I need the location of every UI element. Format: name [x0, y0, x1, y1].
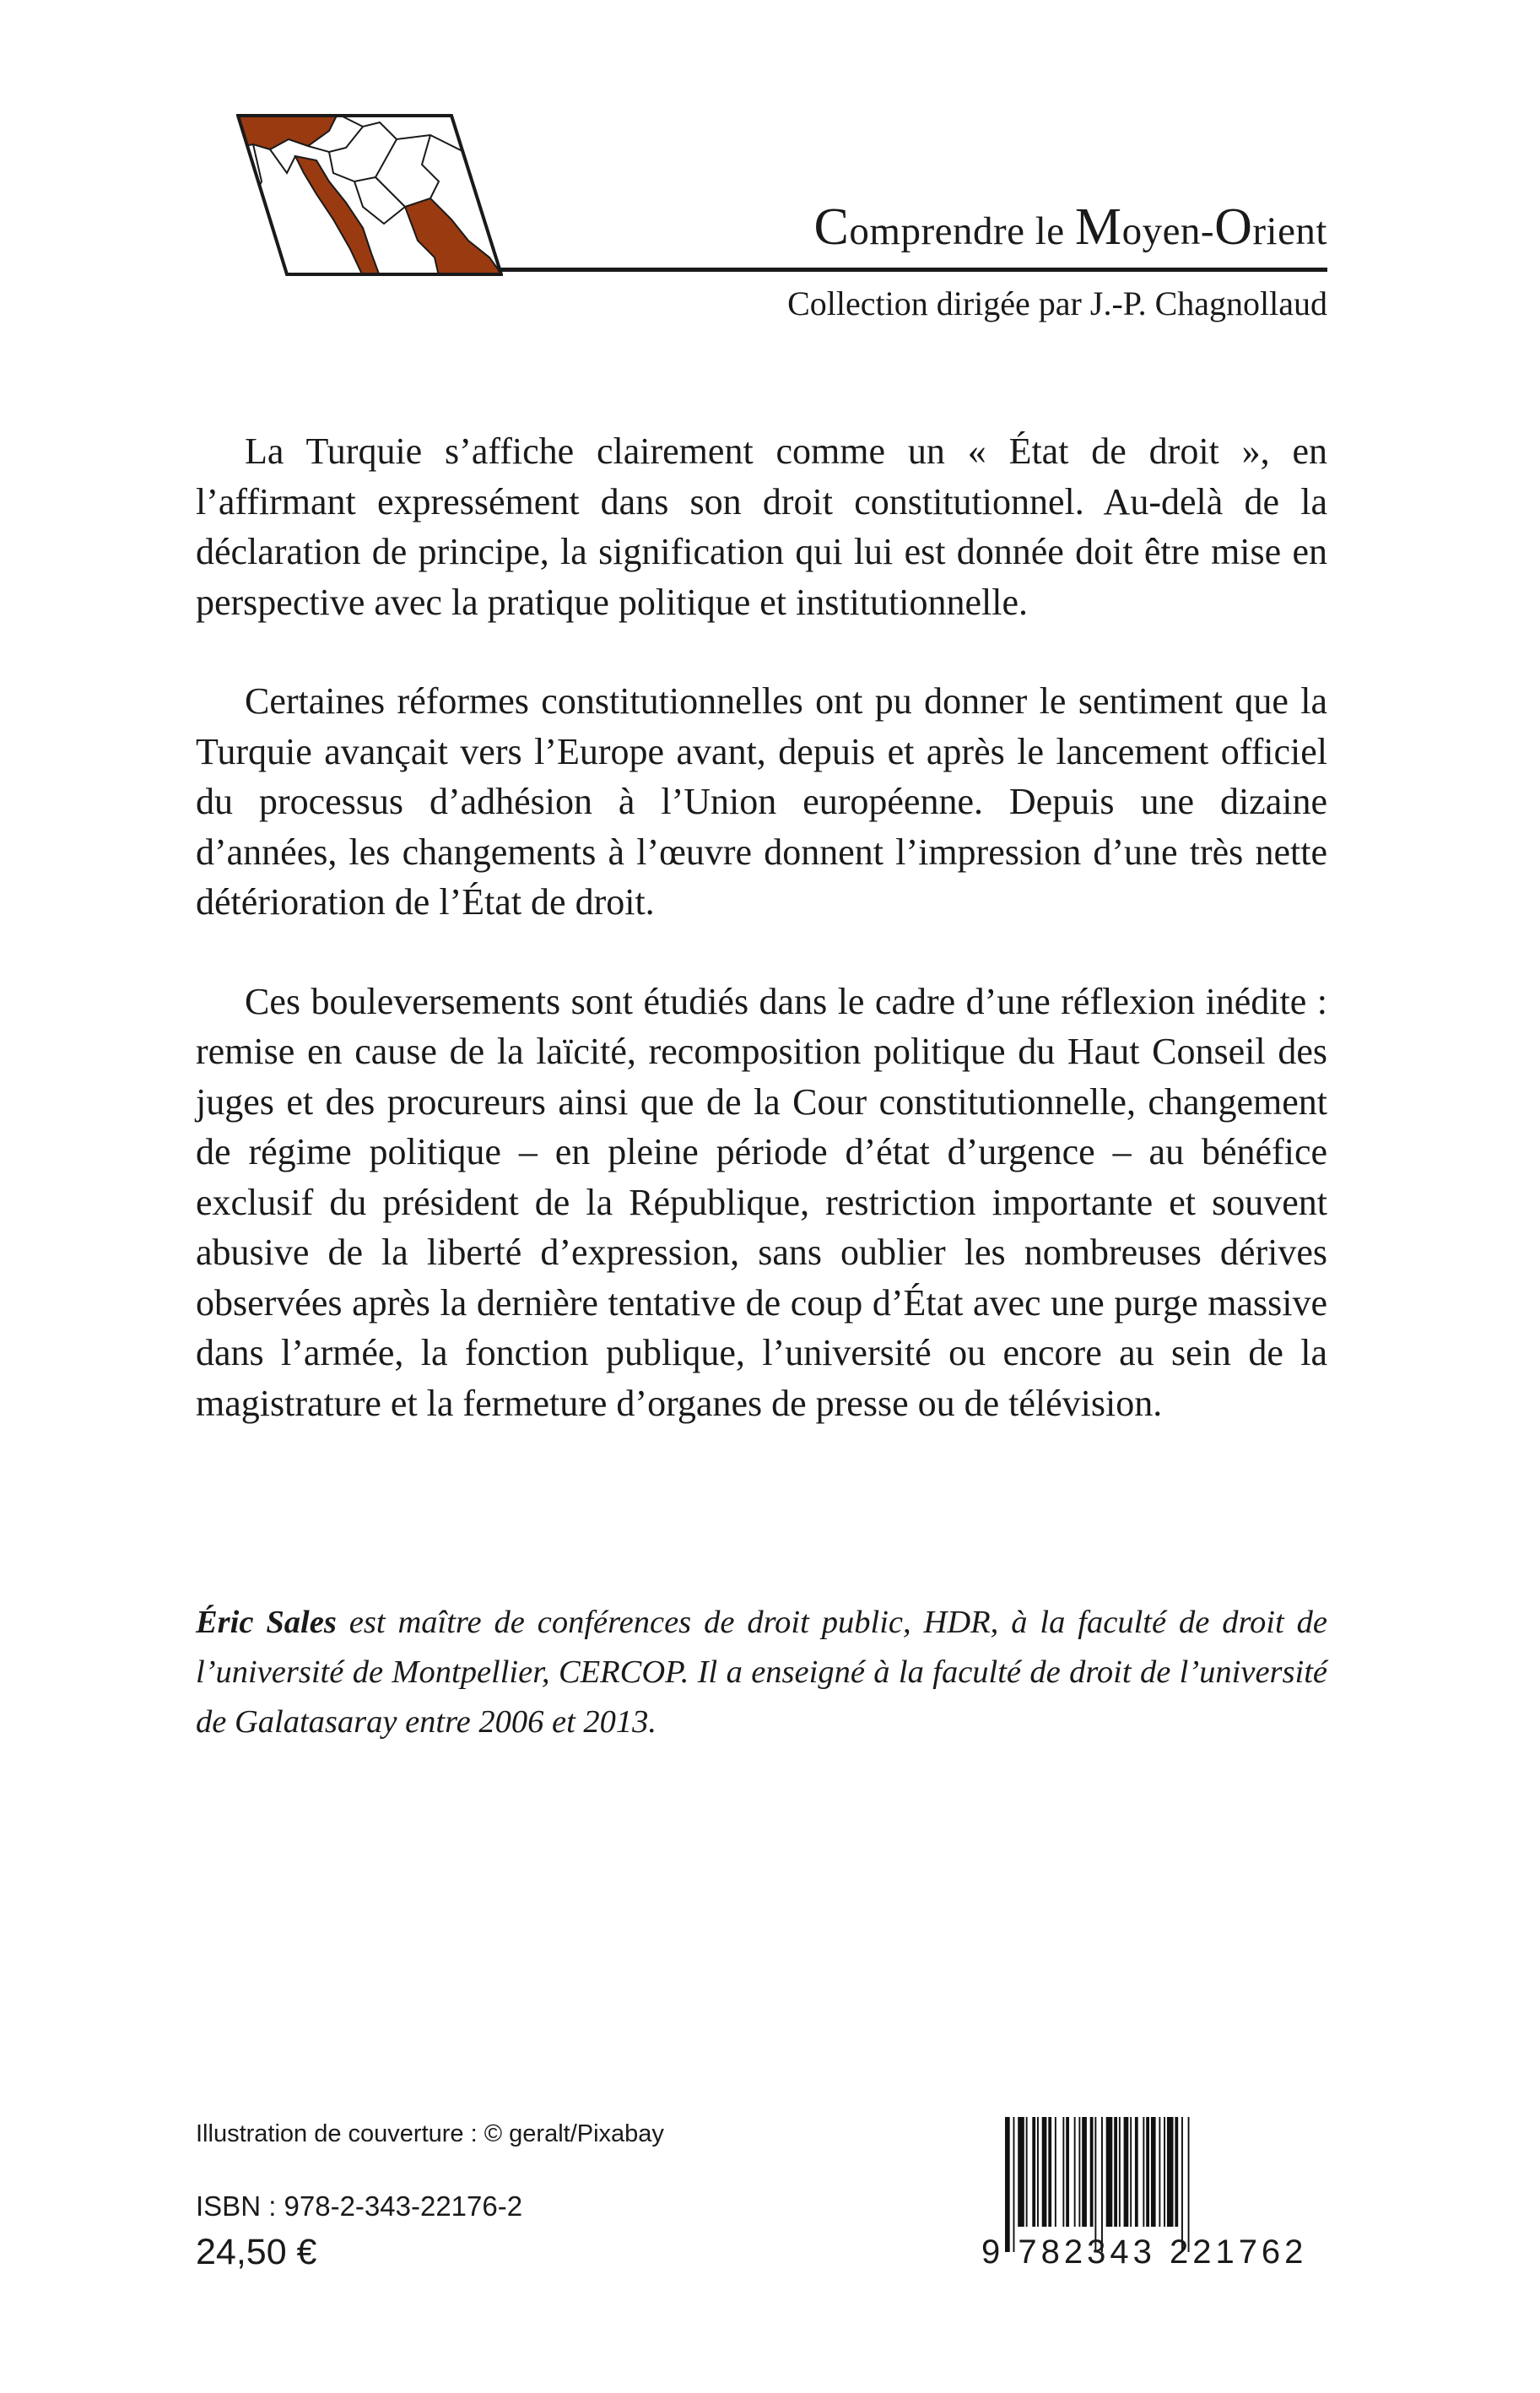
barcode-bar	[1135, 2117, 1138, 2227]
barcode-bar	[1032, 2117, 1035, 2227]
barcode-bar	[1074, 2117, 1076, 2227]
barcode-number: 9 782343 221762	[981, 2233, 1308, 2271]
barcode-bar	[1037, 2117, 1039, 2227]
barcode-bar	[1151, 2117, 1156, 2227]
isbn: ISBN : 978-2-343-22176-2	[196, 2190, 523, 2222]
blurb-paragraph: Certaines réformes constitutionnelles ont pu donner le sentiment que la Turquie avançait vers l’Europe avant, depuis et après le lancement officiel du processus d’adhésion à l’Union européenne. Depuis une dizaine d’années, les changements à l’œuvre donnent l’impression d’une très nette détérioration de l’État de droit.	[196, 680, 1327, 923]
collection-title-part: oyen-	[1121, 209, 1215, 253]
barcode-bar	[1130, 2117, 1132, 2227]
middle-east-map-icon	[236, 114, 503, 276]
barcode-bar	[1159, 2117, 1160, 2227]
barcode-bar	[1055, 2117, 1056, 2227]
barcode-bar	[1062, 2117, 1064, 2227]
barcode-bar	[1175, 2117, 1178, 2227]
author-bio-text: est maître de conférences de droit public, HDR, à la faculté de droit de l’université de Montpellier, CERCOP. Il a enseigné à la faculté de droit de l’université de Galatasaray entre 2006 et 2013.	[196, 1605, 1327, 1740]
cover-credit: Illustration de couverture : © geralt/Pixabay	[196, 2120, 664, 2147]
collection-title-part: O	[1214, 198, 1253, 256]
barcode-bar	[1018, 2117, 1024, 2227]
barcode-bar	[1146, 2117, 1149, 2227]
blurb-paragraph: La Turquie s’affiche clairement comme un « État de droit », en l’affirmant expressément dans son droit constitutionnel. Au-delà de la déclaration de principe, la signification qui lui est donnée doit être mise en perspective avec la pratique politique et institutionnelle.	[196, 430, 1327, 623]
collection-title-part: omprendre le	[849, 209, 1075, 253]
author-bio	[196, 1598, 1327, 1747]
price: 24,50 €	[196, 2232, 317, 2272]
collection-title	[591, 196, 1327, 258]
collection-director: Collection dirigée par J.-P. Chagnollaud	[787, 284, 1327, 322]
barcode-bar	[1106, 2117, 1113, 2227]
barcode-bar	[1143, 2117, 1144, 2227]
barcode-bar	[1048, 2117, 1051, 2227]
barcode-bar	[1066, 2117, 1069, 2227]
collection-title-part: rient	[1252, 209, 1327, 253]
barcode-bar	[1114, 2117, 1117, 2227]
barcode-bar	[1090, 2117, 1094, 2227]
blurb-paragraph: Ces bouleversements sont étudiés dans le cadre d’une réflexion inédite : remise en cause de la laïcité, recomposition politique du Haut Conseil des juges et des procureurs ainsi que de la Cour constitutionnelle, changement de régime politique – en pleine période d’état d’urgence – au bénéfice exclusif du président de la République, restriction importante et souvent abusive de la liberté d’expression, sans oublier les nombreuses dérives observées après la dernière tentative de coup d’État avec une purge massive dans l’armée, la fonction publique, l’université ou encore au sein de la magistrature et la fermeture d’organes de presse ou de télévision.	[196, 980, 1327, 1424]
collection-title-part: C	[813, 198, 850, 256]
barcode-bar	[1026, 2117, 1028, 2227]
back-cover-blurb	[196, 426, 1327, 1477]
barcode-bar	[1124, 2117, 1129, 2227]
collection-title-part: M	[1074, 198, 1122, 256]
barcode-bar	[1082, 2117, 1087, 2227]
barcode-bar	[1167, 2117, 1174, 2227]
barcode-bar	[1042, 2117, 1047, 2227]
author-name: Éric Sales	[196, 1605, 337, 1640]
collection-divider	[498, 268, 1327, 272]
barcode-bar	[1119, 2117, 1121, 2227]
barcode-bar	[1164, 2117, 1165, 2227]
barcode-bar	[1078, 2117, 1080, 2227]
